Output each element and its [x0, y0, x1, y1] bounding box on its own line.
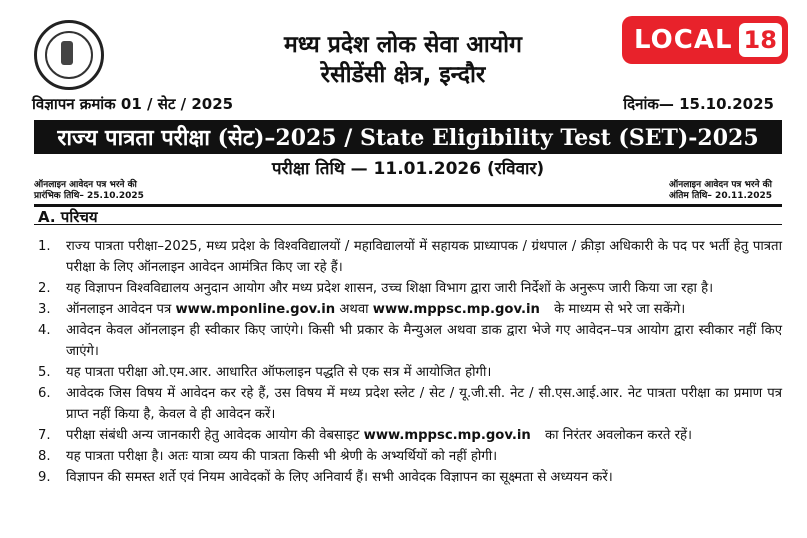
- local18-logo: [622, 16, 788, 64]
- item-number: 9.: [38, 470, 51, 485]
- section-heading: A. परिचय: [34, 204, 782, 225]
- apply-end-label: ऑनलाइन आवेदन पत्र भरने की: [669, 180, 772, 190]
- notice-page: [18, 0, 788, 538]
- list-item: [34, 362, 782, 383]
- item-text-post: के माध्यम से भरे जा सकेंगे।: [554, 302, 686, 317]
- apply-end-block: [669, 180, 772, 202]
- mppsc-link[interactable]: www.mppsc.mp.gov.in: [363, 428, 531, 443]
- list-item: [34, 299, 782, 320]
- logo-text: LOCAL: [634, 25, 733, 55]
- list-item: [34, 425, 782, 446]
- item-text: विज्ञापन की समस्त शर्ते एवं नियम आवेदकों के लिए अनिवार्य हैं। सभी आवेदक विज्ञापन का सूक्ष्मता से अध्ययन करें।: [66, 470, 613, 485]
- org-name: मध्य प्रदेश लोक सेवा आयोग: [284, 32, 522, 58]
- list-item: [34, 278, 782, 299]
- apply-start-block: [34, 180, 144, 202]
- item-text: यह पात्रता परीक्षा है। अतः यात्रा व्यय की पात्रता किसी भी श्रेणी के अभ्यर्थियों को नहीं होगी।: [66, 449, 498, 464]
- exam-date: परीक्षा तिथि — 11.01.2026 (रविवार): [271, 159, 545, 179]
- mponline-link[interactable]: www.mponline.gov.in: [175, 302, 336, 317]
- title-banner: [34, 120, 782, 154]
- item-text-pre: परीक्षा संबंधी अन्य जानकारी हेतु आवेदक आयोग की वेबसाइट: [66, 428, 360, 443]
- advertisement-number: विज्ञापन क्रमांक 01 / सेट / 2025: [32, 95, 234, 113]
- apply-start-date: प्रारंभिक तिथि– 25.10.2025: [34, 191, 144, 201]
- item-text: यह विज्ञापन विश्वविद्यालय अनुदान आयोग और मध्य प्रदेश शासन, उच्च शिक्षा विभाग द्वारा जारी निर्देशों के अनुरूप जारी किया जा रहा है।: [66, 281, 714, 296]
- item-number: 6.: [38, 386, 51, 401]
- item-number: 1.: [38, 239, 51, 254]
- list-item: [34, 236, 782, 278]
- item-number: 5.: [38, 365, 51, 380]
- mppsc-link[interactable]: www.mppsc.mp.gov.in: [372, 302, 540, 317]
- intro-points-list: [34, 236, 782, 488]
- item-text: आवेदन केवल ऑनलाइन ही स्वीकार किए जाएंगे। किसी भी प्रकार के मैन्युअल अथवा डाक द्वारा भेजे गए आवेदन–पत्र आयोग द्वारा स्वीकार नहीं किए जाएंगे।: [66, 323, 782, 359]
- item-text-pre: ऑनलाइन आवेदन पत्र: [66, 302, 172, 317]
- advertisement-date: दिनांक— 15.10.2025: [623, 95, 774, 113]
- item-number: 2.: [38, 281, 51, 296]
- list-item: [34, 467, 782, 488]
- item-text-post: का निरंतर अवलोकन करते रहें।: [545, 428, 693, 443]
- apply-start-label: ऑनलाइन आवेदन पत्र भरने की: [34, 180, 137, 190]
- org-location: रेसीडेंसी क्षेत्र, इन्दौर: [320, 62, 486, 88]
- item-number: 7.: [38, 428, 51, 443]
- item-text: आवेदक जिस विषय में आवेदन कर रहे हैं, उस विषय में मध्य प्रदेश स्लेट / सेट / यू.जी.सी. नेट / सी.एस.आई.आर. नेट पात्रता परीक्षा का प्रमाण पत्र प्राप्त नहीं किया है, केवल वे ही आवेदन करें।: [66, 386, 782, 422]
- item-number: 4.: [38, 323, 51, 338]
- item-number: 8.: [38, 449, 51, 464]
- item-text-mid: अथवा: [339, 302, 369, 317]
- item-text: [66, 425, 782, 446]
- notice-title: राज्य पात्रता परीक्षा (सेट)–2025 / State Eligibility Test (SET)-2025: [57, 125, 759, 151]
- apply-end-date: अंतिम तिथि– 20.11.2025: [669, 191, 772, 201]
- list-item: [34, 446, 782, 467]
- logo-number: 18: [739, 23, 782, 57]
- item-text: राज्य पात्रता परीक्षा–2025, मध्य प्रदेश के विश्वविद्यालयों / महाविद्यालयों में सहायक प्राध्यापक / ग्रंथपाल / क्रीड़ा अधिकारी के पद पर भर्ती हेतु पात्रता परीक्षा के लिए ऑनलाइन आवेदन आमंत्रित किए जा रहे हैं।: [66, 239, 782, 275]
- list-item: [34, 383, 782, 425]
- item-text: यह पात्रता परीक्षा ओ.एम.आर. आधारित ऑफलाइन पद्धति से एक सत्र में आयोजित होगी।: [66, 365, 492, 380]
- item-text: [66, 299, 782, 320]
- list-item: [34, 320, 782, 362]
- item-number: 3.: [38, 302, 51, 317]
